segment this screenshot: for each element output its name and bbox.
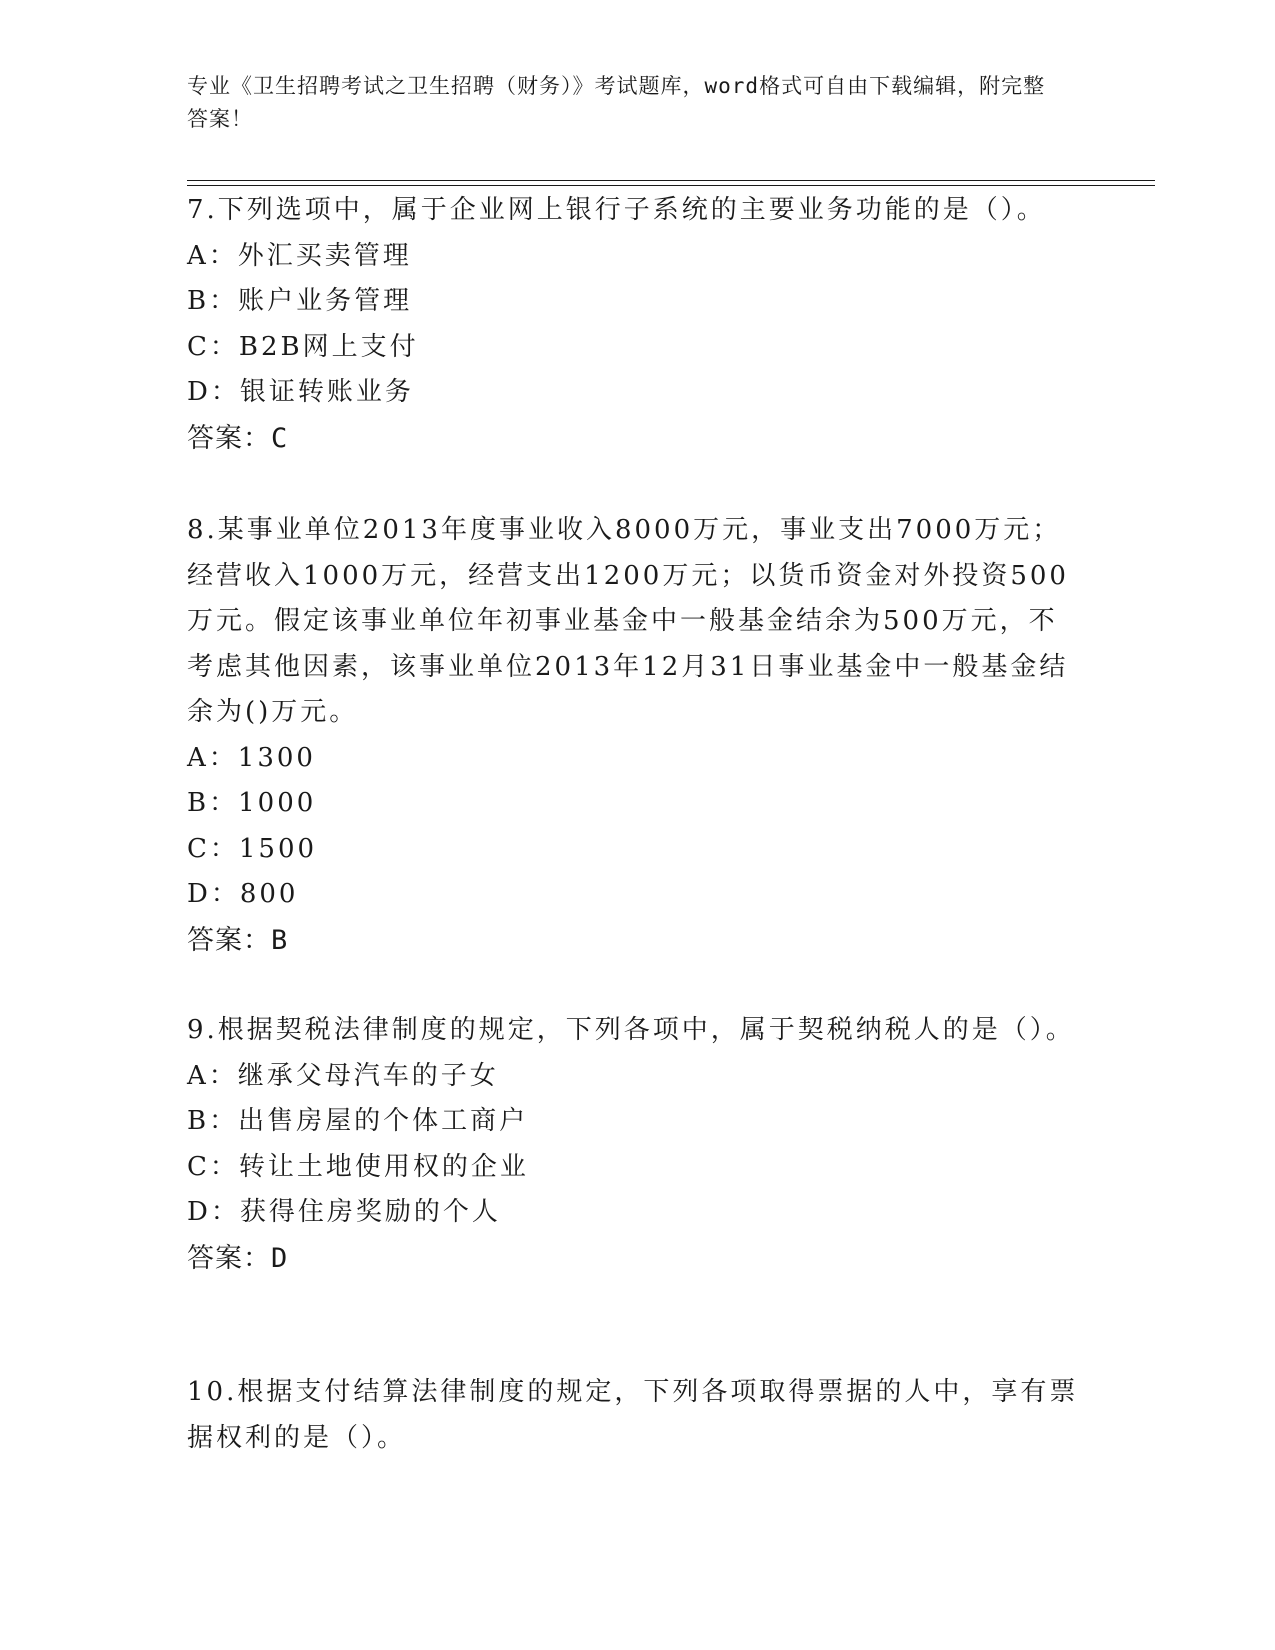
option-c: C：1500 (187, 833, 318, 864)
question-8 (187, 508, 1082, 963)
answer: 答案：B (187, 924, 289, 956)
option-c: C：转让土地使用权的企业 (187, 1151, 529, 1182)
header-divider-top (187, 180, 1155, 181)
option-d: D：银证转账业务 (187, 377, 414, 407)
option-a: A：1300 (187, 742, 316, 773)
header-divider-bottom (187, 185, 1155, 186)
document-header: 专业《卫生招聘考试之卫生招聘（财务）》考试题库，word格式可自由下载编辑，附完整答案！ (187, 74, 1046, 131)
option-b: B：出售房屋的个体工商户 (187, 1106, 529, 1136)
question-stem: 10.根据支付结算法律制度的规定，下列各项取得票据的人中，享有票据权利的是（）。 (187, 1377, 1079, 1453)
question-stem: 7.下列选项中，属于企业网上银行子系统的主要业务功能的是（）。 (187, 195, 1046, 225)
option-b: B：1000 (187, 788, 317, 818)
question-stem: 9.根据契税法律制度的规定，下列各项中，属于契税纳税人的是（）。 (187, 1015, 1075, 1045)
option-d: D：获得住房奖励的个人 (187, 1197, 501, 1227)
question-10 (187, 1370, 1082, 1461)
question-stem: 8.某事业单位2013年度事业收入8000万元，事业支出7000万元；经营收入1000万元，经营支出1200万元；以货币资金对外投资500万元。假定该事业单位年初事业基金中一般基金结余为500万元，不考虑其他因素，该事业单位2013年12月31日事业基金中一般基金结余为()万元。 (187, 515, 1069, 727)
answer: 答案：D (187, 1242, 289, 1274)
option-a: A：继承父母汽车的子女 (187, 1060, 499, 1091)
question-9 (187, 1008, 1082, 1281)
option-d: D：800 (187, 879, 299, 909)
question-7 (187, 188, 1082, 461)
option-c: C：B2B网上支付 (187, 331, 419, 362)
option-a: A：外汇买卖管理 (187, 240, 412, 271)
answer: 答案：C (187, 422, 289, 454)
option-b: B：账户业务管理 (187, 286, 413, 316)
